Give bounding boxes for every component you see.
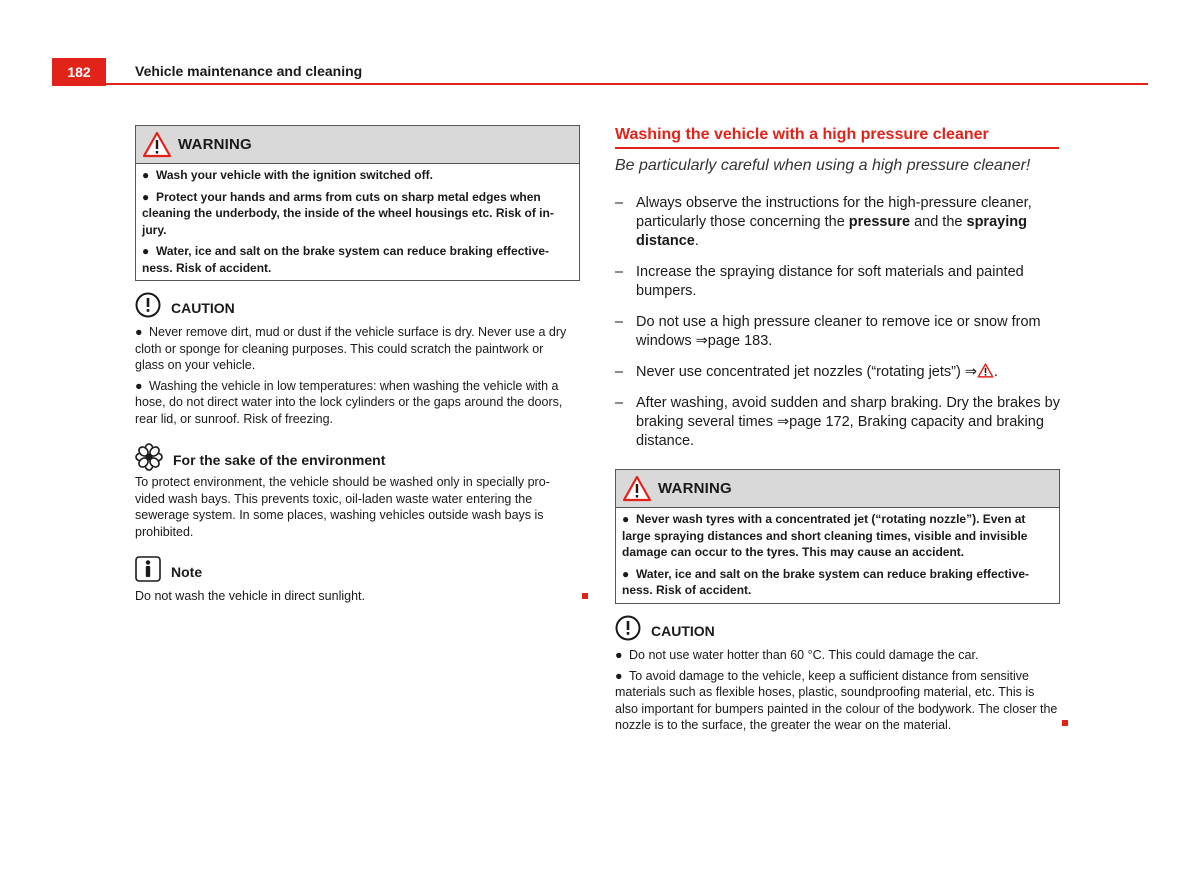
list-item: – Always observe the instructions for the high-pressure cleaner, particularly those concerning the pressure and the spraying distance. <box>615 195 1032 249</box>
warning-triangle-icon <box>622 475 652 502</box>
left-warning-header <box>136 126 579 164</box>
right-warning-box <box>615 469 1060 604</box>
environment-header <box>135 443 385 471</box>
caution-exclamation-icon <box>615 615 641 641</box>
right-caution-label: CAUTION <box>651 623 715 639</box>
left-caution-header <box>135 292 235 318</box>
list-item <box>615 313 1060 351</box>
page-number: 182 <box>52 58 106 86</box>
bullet: ● <box>615 668 623 683</box>
instruction-list <box>615 194 1060 463</box>
right-warning-header <box>616 470 1059 508</box>
info-icon <box>135 556 161 582</box>
left-warning-body <box>136 164 579 280</box>
warning-triangle-icon <box>142 131 172 158</box>
dash: – <box>615 314 624 330</box>
caution-exclamation-icon <box>135 292 161 318</box>
section-title-rule <box>615 147 1059 149</box>
link-page-172[interactable]: After washing, avoid sudden and sharp braking. Dry the brakes by braking several times ⇒page 172, Braking capacity and braking distance. <box>636 395 1060 449</box>
end-marker <box>582 593 588 599</box>
right-caution-header <box>615 615 715 641</box>
bullet: ● <box>142 168 150 182</box>
link-page-183[interactable]: Do not use a high pressure cleaner to remove ice or snow from windows ⇒page 183. <box>636 314 1041 349</box>
left-warning-label: WARNING <box>178 136 252 153</box>
environment-text: To protect environment, the vehicle should be washed only in specially pro-vided wash bays. This prevents toxic, oil-laden waste water entering the sewerage system. In some places, washing vehicles outside wash bays is prohibited. <box>135 475 550 539</box>
list-item: ● Water, ice and salt on the brake system can reduce braking effective-ness. Risk of accident. <box>142 244 550 275</box>
list-item: – Increase the spraying distance for soft materials and painted bumpers. <box>615 264 1024 299</box>
section-title: Washing the vehicle with a high pressure cleaner <box>615 126 989 143</box>
bullet: ● <box>622 566 630 581</box>
list-item: ● To avoid damage to the vehicle, keep a sufficient distance from sensitive materials such as flexible hoses, plastic, soundproofing material, etc. This is also important for bumpers painted in the colour of the bodywork. The closer the nozzle is to the surface, the greater the wear on the material. <box>615 668 1058 732</box>
warning-triangle-icon[interactable] <box>977 363 994 378</box>
right-warning-label: WARNING <box>658 480 732 497</box>
dash: – <box>615 264 624 280</box>
flower-icon <box>135 443 163 471</box>
dash: – <box>615 364 624 380</box>
list-item <box>615 394 1060 451</box>
note-label: Note <box>171 564 203 580</box>
left-warning-box <box>135 125 580 281</box>
note-header <box>135 556 202 582</box>
left-caution-body <box>135 324 575 431</box>
right-caution-body <box>615 647 1060 738</box>
bullet: ● <box>135 378 143 393</box>
list-item: ● Wash your vehicle with the ignition switched off. <box>142 168 433 182</box>
bullet: ● <box>615 648 623 662</box>
bullet: ● <box>142 189 150 204</box>
list-item: ● Do not use water hotter than 60 °C. This could damage the car. <box>615 648 979 662</box>
dash: – <box>615 195 624 211</box>
header-title: Vehicle maintenance and cleaning <box>135 63 363 79</box>
list-item: ● Water, ice and salt on the brake system can reduce braking effective-ness. Risk of accident. <box>622 566 1030 597</box>
right-warning-body <box>616 508 1059 603</box>
section-subtitle: Be particularly careful when using a high pressure cleaner! <box>615 157 1031 174</box>
list-item: – Never use concentrated jet nozzles (“rotating jets”) ⇒ . <box>615 364 998 380</box>
end-marker <box>1062 720 1068 726</box>
list-item: ● Washing the vehicle in low temperatures: when washing the vehicle with a hose, do not direct water into the lock cylinders or the gaps around the doors, rear lid, or sunroof. Risk of freezing. <box>135 378 563 426</box>
list-item: ● Never remove dirt, mud or dust if the vehicle surface is dry. Never use a dry cloth or sponge for cleaning purposes. This could scratch the paintwork or glass on your vehicle. <box>135 325 567 372</box>
note-text: Do not wash the vehicle in direct sunlight. <box>135 589 365 603</box>
list-item: ● Protect your hands and arms from cuts on sharp metal edges when cleaning the underbody, the inside of the wheel housings etc. Risk of in-jury. <box>142 189 554 237</box>
dash: – <box>615 395 624 411</box>
bullet: ● <box>142 244 150 258</box>
environment-label: For the sake of the environment <box>173 452 386 468</box>
list-item: ● Never wash tyres with a concentrated jet (“rotating nozzle”). Even at large spraying distances and short cleaning times, visible and invisible damage can occur to the tyres. This may cause an accident. <box>622 512 1028 559</box>
bullet: ● <box>622 512 630 526</box>
bullet: ● <box>135 325 143 339</box>
left-caution-label: CAUTION <box>171 300 235 316</box>
header-rule <box>52 83 1148 85</box>
